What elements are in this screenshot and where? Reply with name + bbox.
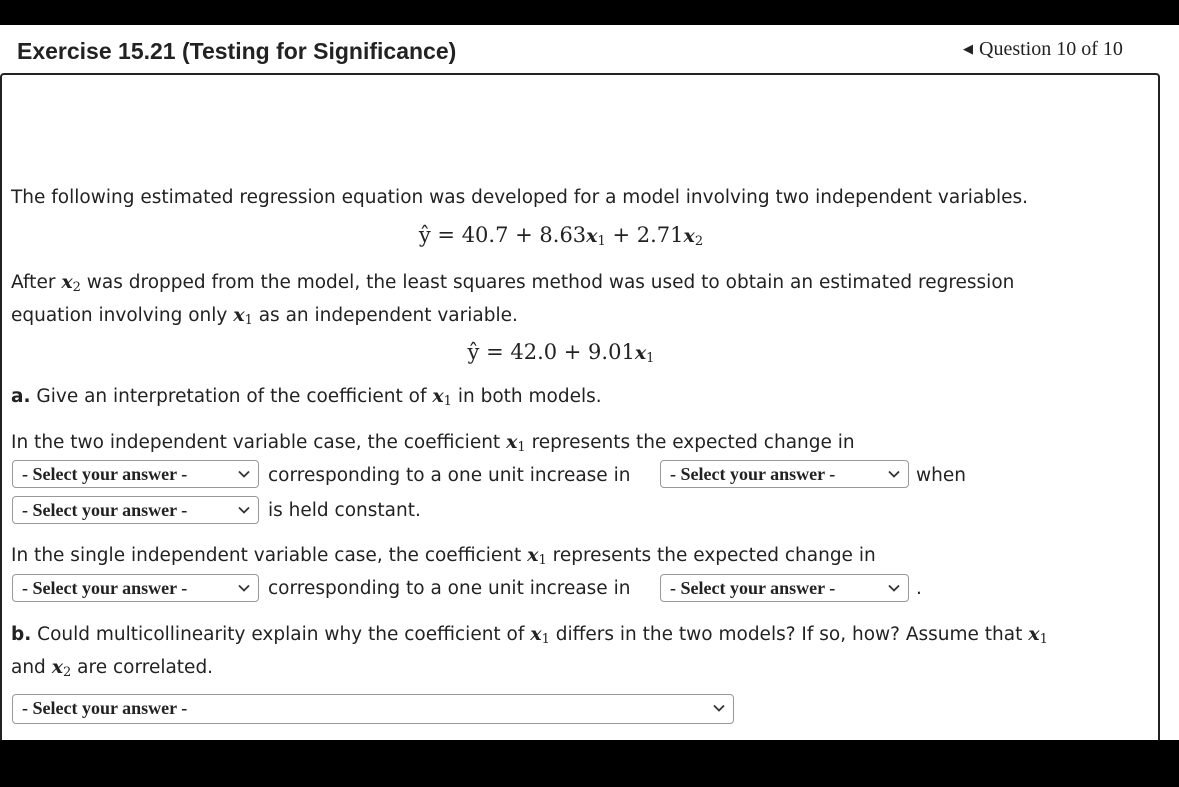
eq1-x2-sub: 2: [694, 234, 704, 249]
single-var-x1: [527, 544, 547, 566]
part-b-x1-sub: 1: [541, 632, 550, 647]
part-b-label: b.: [11, 624, 32, 645]
corresponding-text-2: corresponding to a one unit increase in: [268, 578, 631, 599]
part-b-text1: Could multicollinearity explain why the coefficient of: [31, 624, 531, 645]
select-two-var-dependent[interactable]: [12, 460, 259, 488]
chevron-down-icon: [238, 468, 250, 480]
eq1-x1-sub: 1: [597, 234, 606, 249]
after-b: was dropped from the model, the least squares method was used to obtain an estimated regression: [80, 272, 1015, 293]
two-var-text2: represents the expected change in: [525, 432, 855, 453]
eq1-x2: [684, 225, 704, 247]
held-constant-text: is held constant.: [268, 500, 421, 521]
single-var-intro: [11, 544, 876, 568]
chevron-down-icon: [888, 582, 900, 594]
after2-x1-sub: 1: [244, 313, 253, 328]
eq2-lhs: ŷ = 42.0 + 9.01: [467, 340, 635, 364]
chevron-down-icon: [238, 504, 250, 516]
after-text-line2: [11, 304, 518, 328]
eq1-x2-var: x: [683, 225, 695, 247]
part-b-x1: [530, 623, 550, 645]
eq2-x1-sub: 1: [646, 351, 655, 366]
part-b-x1b: [1028, 623, 1048, 645]
part-a-x1: [432, 385, 452, 407]
equation-reduced-model: [11, 340, 1111, 366]
two-var-text1: In the two independent variable case, the coefficient: [11, 432, 507, 453]
two-var-x1: [506, 431, 526, 453]
part-a-text1: Give an interpretation of the coefficient of: [30, 386, 433, 407]
two-var-x1-var: x: [506, 431, 518, 453]
after-x2-var: x: [61, 271, 73, 293]
eq1-mid: + 2.71: [605, 223, 684, 247]
after-text-line1: [11, 271, 1014, 295]
eq1-lhs: ŷ = 40.7 + 8.63: [418, 223, 587, 247]
select-two-var-held-constant[interactable]: [12, 496, 259, 524]
part-b-x2-var: x: [51, 656, 64, 678]
part-b-x1-var: x: [530, 623, 542, 645]
part-a-x1-var: x: [432, 385, 444, 407]
select-single-var-dependent[interactable]: [12, 574, 259, 602]
part-b-text2: differs in the two models? If so, how? Assume that: [549, 624, 1029, 645]
chevron-down-icon: [713, 702, 725, 714]
after-x2-sub: 2: [72, 280, 81, 295]
select-label: - Select your answer -: [22, 500, 188, 520]
after-x2: [61, 271, 81, 293]
part-b-prompt-line1: [11, 623, 1048, 647]
single-var-text2: represents the expected change in: [546, 545, 876, 566]
when-text: when: [916, 465, 966, 486]
two-var-intro: [11, 431, 855, 455]
part-a-prompt: [11, 385, 602, 409]
part-b-line2-a: and: [11, 657, 52, 678]
select-single-var-independent[interactable]: [660, 574, 909, 602]
page: [0, 25, 1179, 740]
part-b-x2-sub: 2: [63, 665, 72, 680]
part-b-x2: [52, 656, 72, 678]
eq2-x1-var: x: [634, 342, 647, 364]
part-a-label: a.: [11, 386, 31, 407]
single-var-x1-var: x: [527, 544, 539, 566]
select-multicollinearity[interactable]: [12, 694, 734, 724]
corresponding-text-1: corresponding to a one unit increase in: [268, 465, 631, 486]
single-var-x1-sub: 1: [538, 553, 547, 568]
eq1-x1: [586, 225, 606, 247]
previous-question-icon[interactable]: ◀: [963, 41, 973, 56]
chevron-down-icon: [238, 582, 250, 594]
after2-x1-var: x: [233, 304, 245, 326]
after2-a: equation involving only: [11, 305, 234, 326]
exercise-title: Exercise 15.21 (Testing for Significance): [17, 38, 457, 64]
question-nav[interactable]: [963, 38, 1123, 61]
eq2-x1: [635, 342, 655, 364]
select-label: - Select your answer -: [670, 578, 836, 598]
select-label: - Select your answer -: [22, 578, 188, 598]
eq1-x1-var: x: [586, 225, 598, 247]
header: [0, 25, 1179, 75]
chevron-down-icon: [888, 468, 900, 480]
after2-b: as an independent variable.: [252, 305, 518, 326]
select-label: - Select your answer -: [22, 698, 188, 718]
equation-full-model: [11, 223, 1111, 249]
single-var-text1: In the single independent variable case, the coefficient: [11, 545, 528, 566]
part-b-x1b-var: x: [1028, 623, 1040, 645]
select-two-var-independent[interactable]: [660, 460, 909, 488]
intro-text: The following estimated regression equation was developed for a model involving two independent variables.: [11, 187, 1029, 208]
part-b-x1b-sub: 1: [1039, 632, 1048, 647]
part-b-line2-b: are correlated.: [71, 657, 214, 678]
select-label: - Select your answer -: [670, 464, 836, 484]
question-counter: Question 10 of 10: [979, 38, 1123, 60]
period-text: .: [916, 578, 922, 599]
part-b-prompt-line2: [11, 656, 213, 680]
part-a-text2: in both models.: [451, 386, 602, 407]
part-a-x1-sub: 1: [443, 394, 452, 409]
two-var-x1-sub: 1: [517, 440, 526, 455]
after2-x1: [233, 304, 253, 326]
after-a: After: [11, 272, 62, 293]
select-label: - Select your answer -: [22, 464, 188, 484]
